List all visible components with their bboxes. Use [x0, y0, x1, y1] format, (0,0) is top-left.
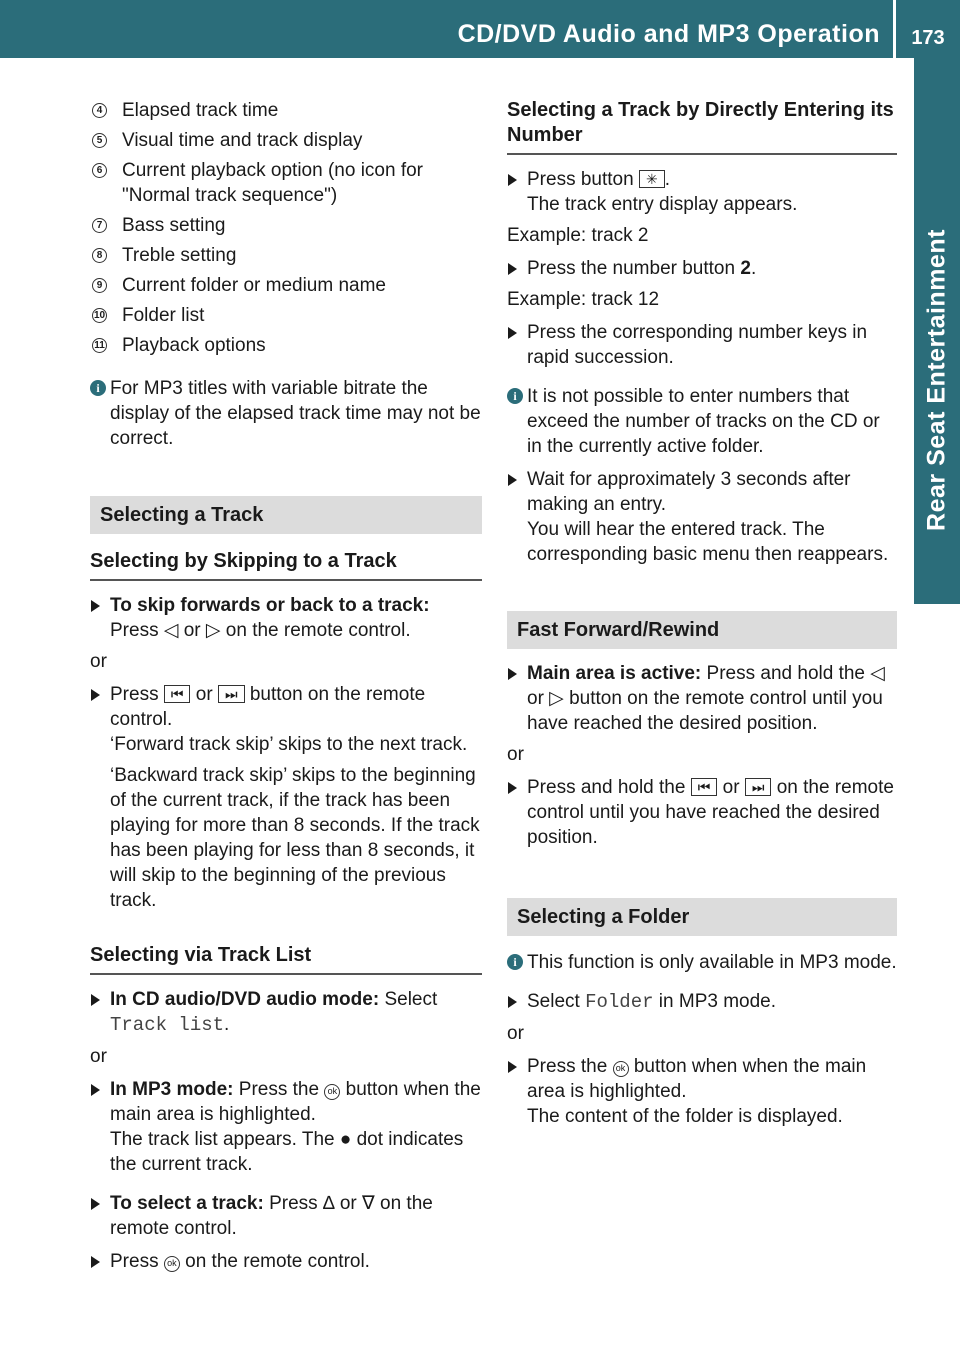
step-text: The content of the folder is displayed.: [527, 1106, 843, 1127]
step-bold-text: Main area is active:: [527, 663, 702, 684]
step-arrow-icon: [508, 782, 517, 794]
legend-text: Playback options: [122, 335, 266, 356]
menu-item-name: Folder: [585, 991, 654, 1013]
step-bold-text: To skip forwards or back to a track:: [110, 595, 430, 616]
number-badge: 6: [92, 163, 107, 178]
menu-item-name: Track list: [110, 1014, 225, 1036]
step-arrow-icon: [508, 996, 517, 1008]
step-arrow-icon: [508, 174, 517, 186]
number-badge: 11: [92, 338, 107, 353]
or-text: or: [90, 651, 107, 672]
step-bold-text: In MP3 mode:: [110, 1079, 234, 1100]
step-text: ‘Forward track skip’ skips to the next track.: [110, 734, 468, 755]
legend-item: [90, 243, 482, 268]
step-item: [90, 682, 482, 913]
step-arrow-icon: [91, 689, 100, 701]
step-text: in MP3 mode.: [658, 991, 777, 1012]
legend-item: [90, 303, 482, 328]
info-note: [507, 950, 897, 975]
step-arrow-icon: [508, 1061, 517, 1073]
info-icon: i: [507, 954, 523, 970]
step-text: Press the corresponding number keys in rapid succession.: [527, 322, 868, 368]
step-item: [507, 989, 897, 1015]
ok-button-icon: ok: [613, 1061, 629, 1077]
step-text: Select: [527, 991, 580, 1012]
skip-back-icon: ⏮: [164, 685, 191, 703]
right-column: [507, 98, 897, 1129]
ok-button-icon: ok: [324, 1084, 340, 1100]
legend-text: Visual time and track display: [122, 130, 363, 151]
step-text: Press the: [527, 1056, 608, 1077]
step-arrow-icon: [508, 263, 517, 275]
section-heading: Fast Forward/Rewind: [507, 611, 897, 649]
step-bold-text: In CD audio/DVD audio mode:: [110, 989, 380, 1010]
step-arrow-icon: [508, 668, 517, 680]
step-text: or: [722, 777, 740, 798]
step-text: button when the main area is highlighted.: [110, 1079, 481, 1125]
legend-text: Elapsed track time: [122, 100, 279, 121]
step-text: Select: [384, 989, 438, 1010]
step-item: [90, 593, 482, 643]
legend-item: [90, 158, 482, 208]
step-text: Press and hold the ◁ or ▷ button on the remote control until you have reached the desired position.: [527, 663, 885, 734]
number-badge: 7: [92, 218, 107, 233]
step-item: [90, 987, 482, 1038]
step-text: or: [195, 684, 213, 705]
section-heading: Selecting a Folder: [507, 898, 897, 936]
step-text: Press: [110, 684, 159, 705]
legend-item: [90, 98, 482, 123]
step-text: You will hear the entered track. The corresponding basic menu then reappears.: [527, 519, 889, 565]
legend-item: [90, 128, 482, 153]
number-badge: 9: [92, 278, 107, 293]
info-text: This function is only available in MP3 mode.: [527, 952, 897, 973]
step-arrow-icon: [91, 1084, 100, 1096]
step-text: ‘Backward track skip’ skips to the beginning of the current track, if the track has been playing for more than 8 seconds. If the track has been playing for less than 8 seconds, it will skip to the beginning of the previous track.: [110, 765, 480, 911]
legend-text: Current playback option (no icon for "Normal track sequence"): [122, 160, 423, 206]
step-text: Press and hold the: [527, 777, 686, 798]
step-text: on the remote control until you have reached the desired position.: [527, 777, 894, 848]
step-text: button on the remote control.: [110, 684, 426, 730]
number-badge: 10: [92, 308, 107, 323]
step-item: [507, 661, 897, 736]
step-arrow-icon: [508, 474, 517, 486]
left-column: [90, 98, 482, 1274]
sub-heading: Selecting a Track by Directly Entering its Number: [507, 98, 897, 155]
step-bold-text: 2: [740, 258, 751, 279]
step-text: Press the number button: [527, 258, 736, 279]
step-text: on the remote control.: [185, 1251, 370, 1272]
star-button-icon: ✳: [639, 170, 665, 188]
legend-text: Folder list: [122, 305, 205, 326]
legend-text: Current folder or medium name: [122, 275, 386, 296]
step-item: [90, 1191, 482, 1241]
step-item: [507, 320, 897, 370]
legend-item: [90, 333, 482, 358]
ok-button-icon: ok: [164, 1256, 180, 1272]
info-note: [90, 376, 482, 451]
step-arrow-icon: [508, 327, 517, 339]
side-tab-label: Rear Seat Entertainment: [922, 229, 951, 531]
example-text: Example: track 12: [507, 289, 660, 310]
or-text: or: [90, 1046, 107, 1067]
example-text: Example: track 2: [507, 225, 649, 246]
step-arrow-icon: [91, 1198, 100, 1210]
step-text: Press the: [238, 1079, 320, 1100]
step-item: [507, 167, 897, 217]
step-item: [90, 1249, 482, 1274]
step-text: The track list appears. The ● dot indicates the current track.: [110, 1129, 464, 1175]
or-text: or: [507, 1023, 524, 1044]
number-badge: 4: [92, 103, 107, 118]
legend-text: Treble setting: [122, 245, 237, 266]
number-badge: 5: [92, 133, 107, 148]
step-item: [507, 467, 897, 567]
sub-heading: Selecting by Skipping to a Track: [90, 549, 482, 581]
step-text: .: [224, 1014, 230, 1035]
info-icon: i: [90, 380, 106, 396]
step-text: Wait for approximately 3 seconds after making an entry.: [527, 469, 851, 515]
step-text: Press ◁ or ▷ on the remote control.: [110, 620, 411, 641]
step-item: [90, 1077, 482, 1177]
info-icon: i: [507, 388, 523, 404]
step-bold-text: To select a track:: [110, 1193, 264, 1214]
step-arrow-icon: [91, 1256, 100, 1268]
step-text: The track entry display appears.: [527, 194, 798, 215]
step-text: .: [664, 169, 670, 190]
number-badge: 8: [92, 248, 107, 263]
legend-list: [90, 98, 482, 358]
step-text: Press button: [527, 169, 634, 190]
step-text: Press ∆ or ∇ on the remote control.: [110, 1193, 433, 1239]
page-header-title: CD/DVD Audio and MP3 Operation: [457, 20, 880, 48]
legend-item: [90, 213, 482, 238]
step-item: [507, 1054, 897, 1129]
step-item: [507, 256, 897, 281]
skip-forward-icon: ⏭: [218, 685, 245, 703]
or-text: or: [507, 744, 524, 765]
page-number: 173: [911, 27, 945, 49]
section-heading: Selecting a Track: [90, 496, 482, 534]
step-text: .: [750, 258, 757, 279]
info-note: [507, 384, 897, 459]
header-bar: [0, 0, 960, 58]
skip-back-icon: ⏮: [691, 778, 718, 796]
step-arrow-icon: [91, 994, 100, 1006]
step-item: [507, 775, 897, 850]
step-text: button when when the main area is highlighted.: [527, 1056, 867, 1102]
legend-item: [90, 273, 482, 298]
info-text: For MP3 titles with variable bitrate the display of the elapsed track time may not be correct.: [110, 378, 481, 449]
skip-forward-icon: ⏭: [745, 778, 772, 796]
sub-heading: Selecting via Track List: [90, 943, 482, 975]
step-text: Press: [110, 1251, 159, 1272]
step-arrow-icon: [91, 600, 100, 612]
info-text: It is not possible to enter numbers that exceed the number of tracks on the CD or in the currently active folder.: [527, 386, 880, 457]
legend-text: Bass setting: [122, 215, 226, 236]
